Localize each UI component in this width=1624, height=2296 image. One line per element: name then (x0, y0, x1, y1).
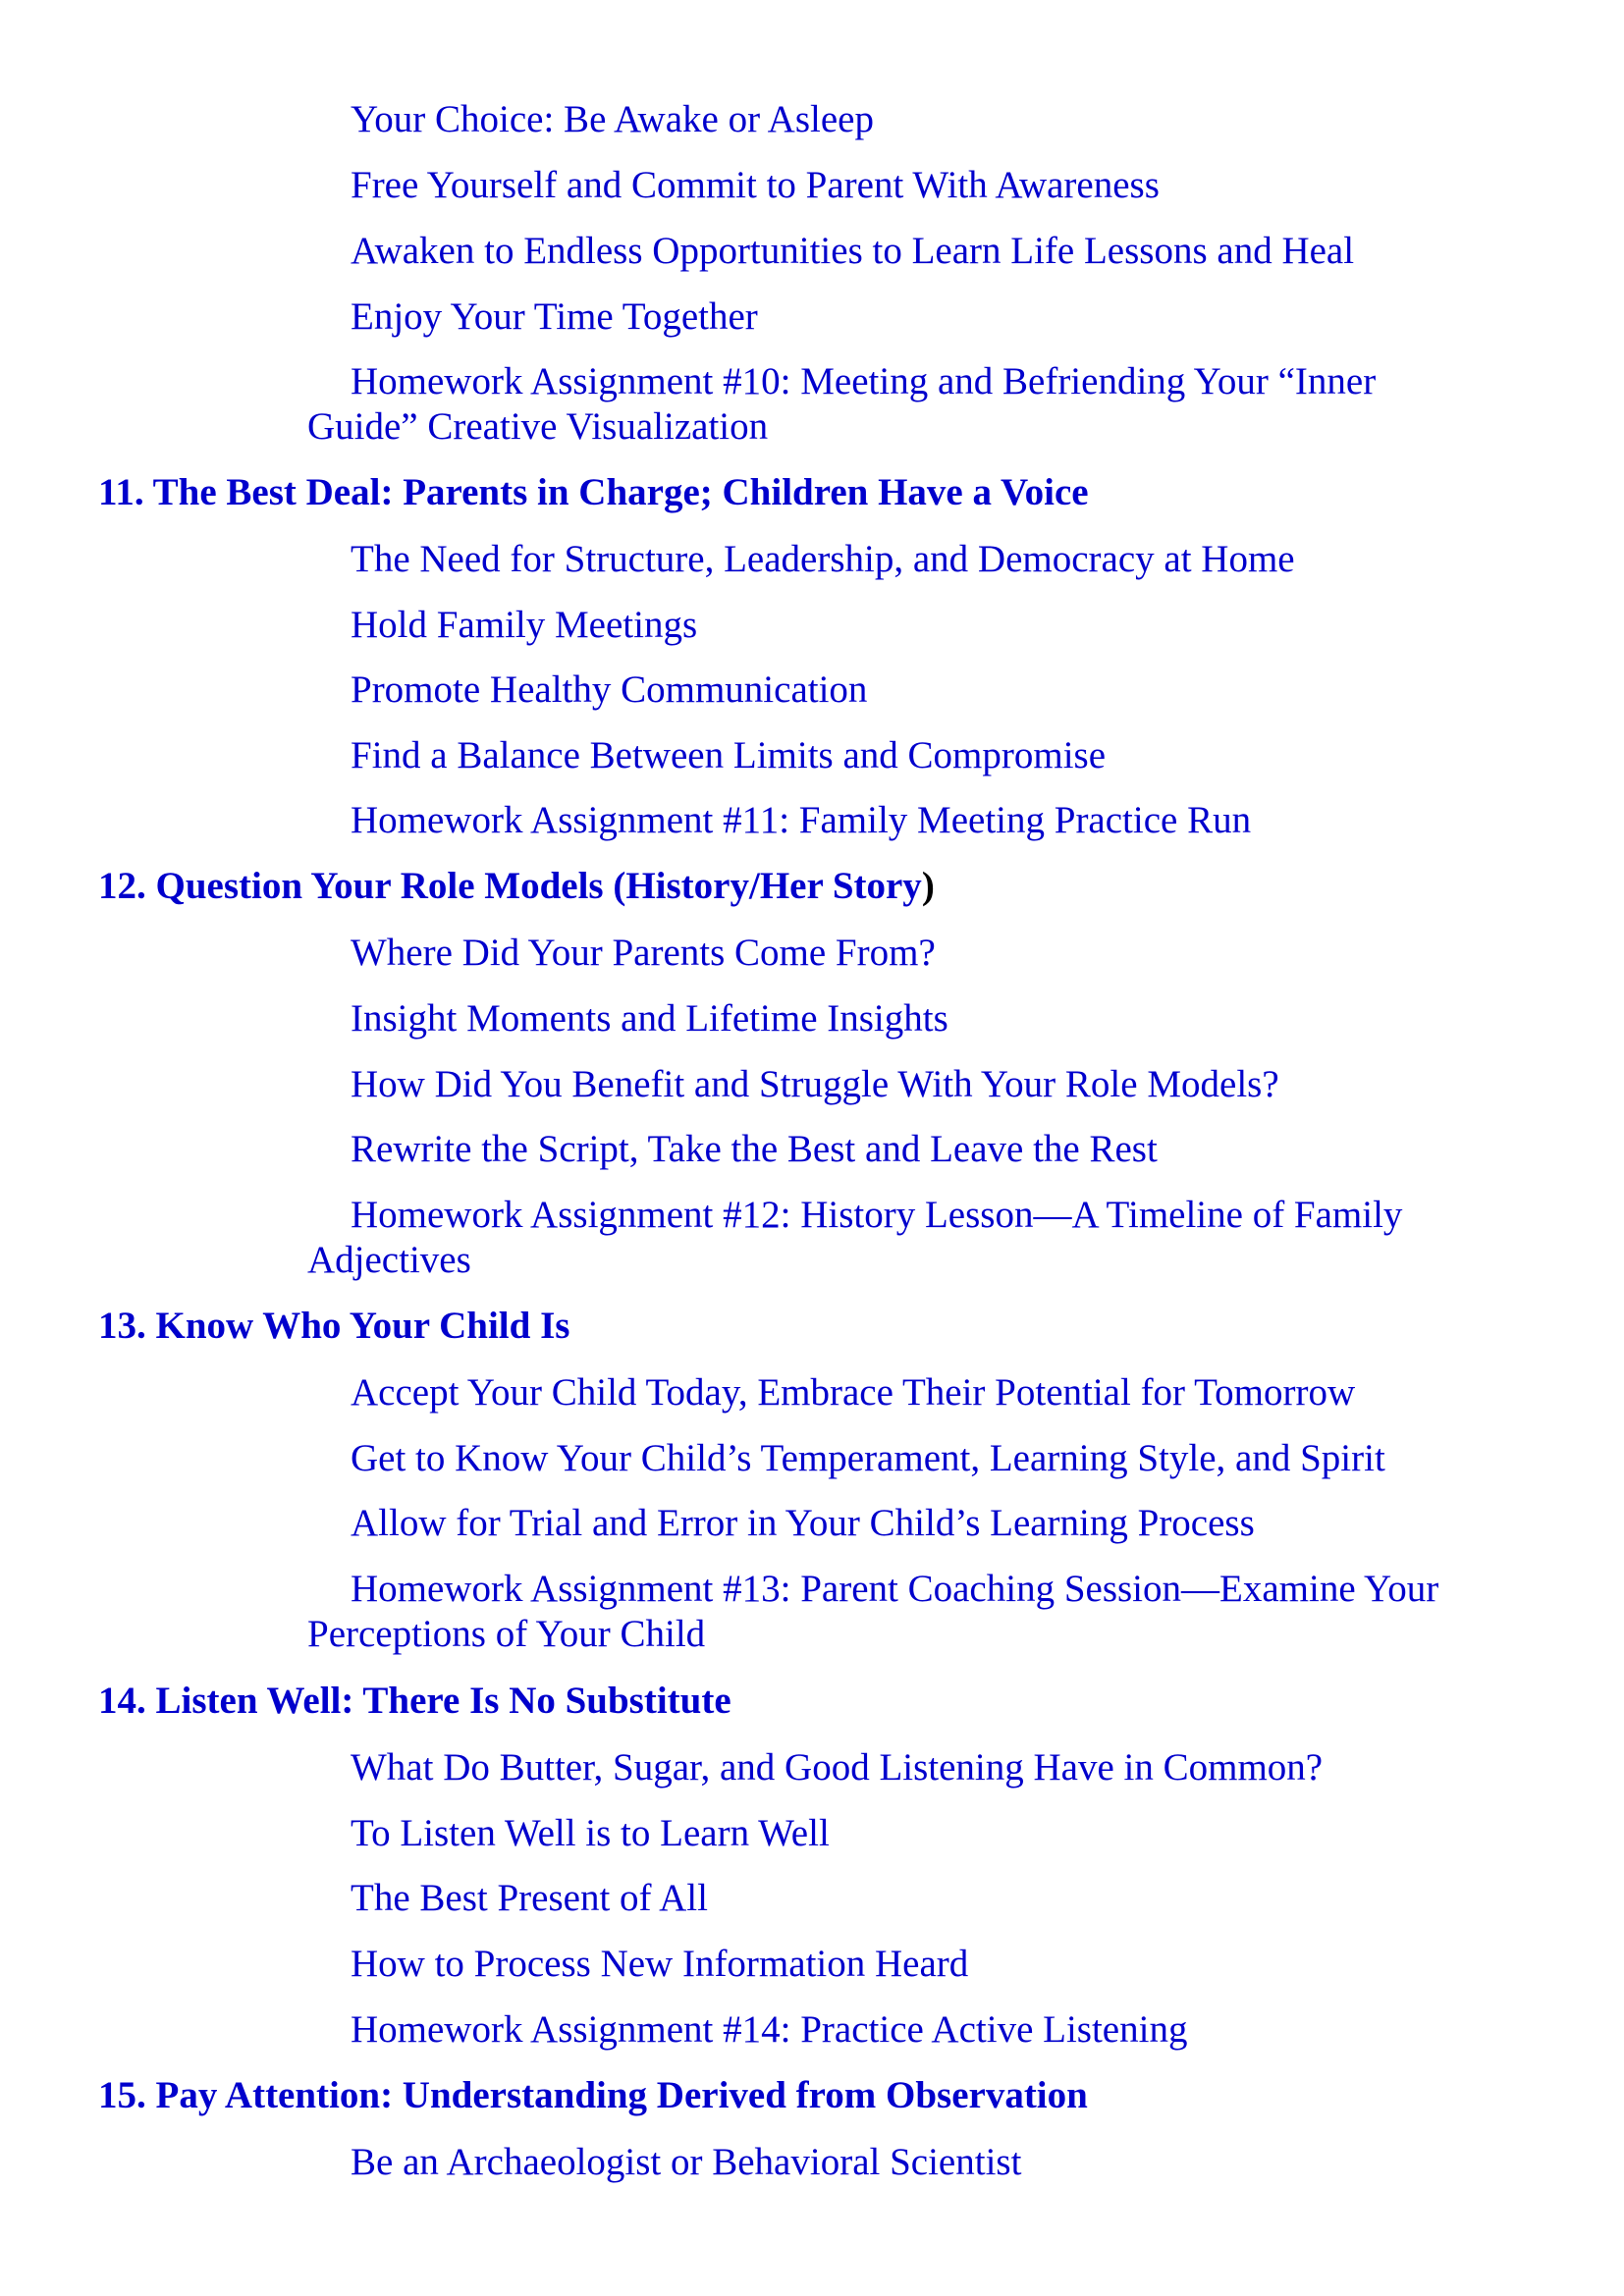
toc-entry-text: The Best Present of All (351, 1877, 708, 1919)
toc-entry-homework-11[interactable] (351, 798, 1251, 843)
toc-chapter-title: 15. Pay Attention: Understanding Derived from Observation (98, 2074, 1088, 2116)
toc-chapter-title: 14. Listen Well: There Is No Substitute (98, 1680, 731, 1722)
toc-entry-know-temperament[interactable] (351, 1436, 1385, 1481)
toc-entry-text: Homework Assignment #11: Family Meeting Practice Run (351, 799, 1252, 841)
toc-entry-homework-10[interactable] (307, 359, 1377, 450)
toc-entry-text: Homework Assignment #12: History Lesson—A Timeline of Family (351, 1194, 1403, 1236)
toc-entry-text: Rewrite the Script, Take the Best and Leave the Rest (351, 1128, 1158, 1170)
toc-entry-homework-14[interactable] (351, 2007, 1187, 2053)
toc-entry-accept-child[interactable] (351, 1370, 1355, 1415)
toc-entry-text: Where Did Your Parents Come From? (351, 932, 936, 974)
toc-entry-best-present[interactable] (351, 1876, 708, 1921)
toc-entry-text: Homework Assignment #13: Parent Coaching Session—Examine Your (351, 1568, 1439, 1610)
toc-chapter-title: 11. The Best Deal: Parents in Charge; Children Have a Voice (98, 471, 1089, 513)
toc-entry-text: Hold Family Meetings (351, 604, 698, 646)
toc-chapter-title: 13. Know Who Your Child Is (98, 1305, 570, 1347)
toc-entry-listen-well[interactable] (351, 1811, 830, 1856)
toc-entry-free-yourself[interactable] (351, 163, 1160, 208)
toc-entry-enjoy-time[interactable] (351, 294, 758, 340)
toc-entry-text: The Need for Structure, Leadership, and Democracy at Home (351, 538, 1295, 580)
toc-entry-text: How to Process New Information Heard (351, 1943, 969, 1985)
toc-entry-text: Free Yourself and Commit to Parent With Awareness (351, 164, 1160, 206)
toc-entry-trial-and-error[interactable] (351, 1501, 1255, 1546)
toc-entry-text: Your Choice: Be Awake or Asleep (351, 98, 874, 140)
toc-entry-continuation: Guide” Creative Visualization (307, 405, 769, 448)
toc-entry-continuation: Adjectives (307, 1239, 471, 1281)
toc-entry-benefit-struggle[interactable] (351, 1062, 1279, 1107)
toc-entry-text: Allow for Trial and Error in Your Child’s Learning Process (351, 1502, 1255, 1544)
toc-chapter-15[interactable] (98, 2073, 1088, 2118)
toc-chapter-closing-paren: ) (921, 865, 935, 907)
toc-entry-text: Get to Know Your Child’s Temperament, Learning Style, and Spirit (351, 1437, 1385, 1479)
toc-entry-rewrite-script[interactable] (351, 1127, 1158, 1172)
toc-entry-where-parents[interactable] (351, 931, 936, 976)
toc-entry-butter-sugar[interactable] (351, 1745, 1323, 1790)
toc-entry-text: What Do Butter, Sugar, and Good Listening Have in Common? (351, 1746, 1324, 1789)
toc-entry-insight-moments[interactable] (351, 996, 948, 1041)
toc-entry-find-balance[interactable] (351, 733, 1106, 778)
toc-entry-need-for-structure[interactable] (351, 537, 1295, 582)
toc-entry-text: Promote Healthy Communication (351, 668, 868, 711)
toc-entry-healthy-communication[interactable] (351, 667, 867, 713)
toc-entry-text: Enjoy Your Time Together (351, 295, 758, 338)
toc-chapter-12[interactable] (98, 864, 935, 909)
toc-entry-text: Homework Assignment #14: Practice Active Listening (351, 2008, 1188, 2051)
toc-entry-awaken[interactable] (351, 229, 1354, 274)
toc-entry-homework-13[interactable] (307, 1567, 1439, 1657)
toc-entry-text: Homework Assignment #10: Meeting and Befriending Your “Inner (351, 360, 1377, 402)
toc-entry-homework-12[interactable] (307, 1193, 1403, 1283)
toc-entry-process-information[interactable] (351, 1942, 968, 1987)
toc-chapter-14[interactable] (98, 1679, 731, 1724)
toc-entry-text: Find a Balance Between Limits and Compromise (351, 734, 1107, 776)
toc-chapter-13[interactable] (98, 1304, 569, 1349)
toc-entry-continuation: Perceptions of Your Child (307, 1613, 706, 1655)
toc-entry-text: How Did You Benefit and Struggle With Your Role Models? (351, 1063, 1279, 1105)
toc-chapter-11[interactable] (98, 470, 1089, 515)
toc-entry-family-meetings[interactable] (351, 603, 697, 648)
toc-entry-text: Insight Moments and Lifetime Insights (351, 997, 948, 1040)
toc-entry-archaeologist[interactable] (351, 2140, 1021, 2185)
toc-entry-text: To Listen Well is to Learn Well (351, 1812, 830, 1854)
toc-entry-your-choice[interactable] (351, 97, 874, 142)
toc-entry-text: Awaken to Endless Opportunities to Learn Life Lessons and Heal (351, 230, 1355, 272)
toc-entry-text: Accept Your Child Today, Embrace Their Potential for Tomorrow (351, 1371, 1356, 1414)
toc-chapter-title: 12. Question Your Role Models (History/Her Story (98, 865, 922, 907)
toc-entry-text: Be an Archaeologist or Behavioral Scientist (351, 2141, 1022, 2183)
